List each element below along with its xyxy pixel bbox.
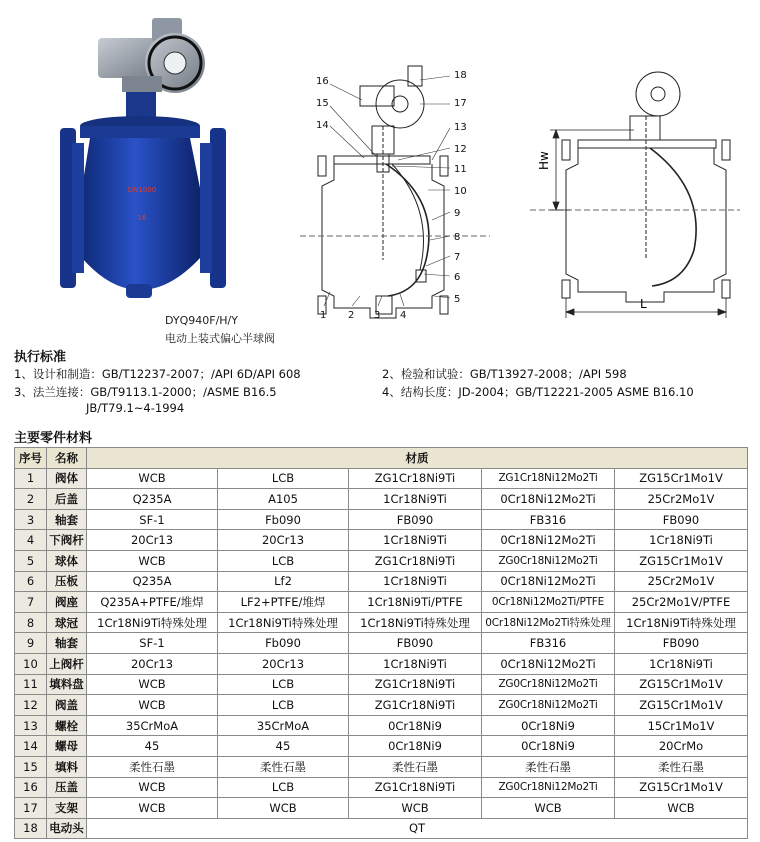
material-cell: ZG15Cr1Mo1V bbox=[615, 468, 748, 489]
material-cell: LF2+PTFE/堆焊 bbox=[218, 592, 349, 613]
material-cell: ZG0Cr18Ni12Mo2Ti bbox=[482, 550, 615, 571]
material-cell: 35CrMoA bbox=[87, 715, 218, 736]
header-no: 序号 bbox=[15, 448, 47, 469]
material-cell: 45 bbox=[218, 736, 349, 757]
material-cell: ZG0Cr18Ni12Mo2Ti bbox=[482, 777, 615, 798]
material-cell: 1Cr18Ni9Ti特殊处理 bbox=[87, 612, 218, 633]
row-number: 4 bbox=[15, 530, 47, 551]
part-name: 阀体 bbox=[47, 468, 87, 489]
material-cell: A105 bbox=[218, 489, 349, 510]
label-5: 5 bbox=[454, 294, 461, 305]
part-name: 阀座 bbox=[47, 592, 87, 613]
material-cell: ZG1Cr18Ni9Ti bbox=[349, 468, 482, 489]
table-row bbox=[15, 633, 748, 654]
label-4: 4 bbox=[400, 310, 407, 320]
material-cell: Q235A bbox=[87, 571, 218, 592]
row-number: 5 bbox=[15, 550, 47, 571]
label-14: 14 bbox=[316, 120, 329, 131]
header-material: 材质 bbox=[87, 448, 748, 469]
material-cell: 0Cr18Ni12Mo2Ti特殊处理 bbox=[482, 612, 615, 633]
material-cell: 柔性石墨 bbox=[482, 756, 615, 777]
part-name: 球体 bbox=[47, 550, 87, 571]
table-row bbox=[15, 550, 748, 571]
material-cell: Fb090 bbox=[218, 509, 349, 530]
row-number: 11 bbox=[15, 674, 47, 695]
material-cell: WCB bbox=[218, 798, 349, 819]
material-cell: 1Cr18Ni9Ti bbox=[349, 571, 482, 592]
standards-title: 执行标准 bbox=[14, 350, 67, 365]
material-cell: 0Cr18Ni12Mo2Ti bbox=[482, 571, 615, 592]
table-row bbox=[15, 571, 748, 592]
row-number: 10 bbox=[15, 653, 47, 674]
table-row bbox=[15, 592, 748, 613]
material-cell: 20Cr13 bbox=[218, 653, 349, 674]
material-cell: ZG15Cr1Mo1V bbox=[615, 674, 748, 695]
material-cell: SF-1 bbox=[87, 509, 218, 530]
material-cell: FB090 bbox=[615, 509, 748, 530]
table-row bbox=[15, 530, 748, 551]
material-cell: 25Cr2Mo1V bbox=[615, 571, 748, 592]
material-cell: 0Cr18Ni9 bbox=[349, 736, 482, 757]
row-number: 18 bbox=[15, 818, 47, 839]
label-1: 1 bbox=[320, 310, 327, 320]
material-cell: 35CrMoA bbox=[218, 715, 349, 736]
row-number: 13 bbox=[15, 715, 47, 736]
part-name: 压板 bbox=[47, 571, 87, 592]
label-13: 13 bbox=[454, 122, 467, 133]
material-cell: 0Cr18Ni9 bbox=[349, 715, 482, 736]
table-row bbox=[15, 489, 748, 510]
row-number: 8 bbox=[15, 612, 47, 633]
row-number: 9 bbox=[15, 633, 47, 654]
part-name: 阀盖 bbox=[47, 695, 87, 716]
part-name: 轴套 bbox=[47, 633, 87, 654]
row-number: 6 bbox=[15, 571, 47, 592]
material-cell: 0Cr18Ni12Mo2Ti bbox=[482, 530, 615, 551]
table-row bbox=[15, 468, 748, 489]
dim-hw: Hw bbox=[537, 151, 551, 170]
material-cell: WCB bbox=[87, 550, 218, 571]
material-cell: 1Cr18Ni9Ti bbox=[349, 653, 482, 674]
material-cell: 20Cr13 bbox=[87, 530, 218, 551]
material-cell: FB316 bbox=[482, 633, 615, 654]
model-code: DYQ940F/H/Y bbox=[165, 314, 238, 327]
label-11: 11 bbox=[454, 164, 467, 175]
product-name: 电动上装式偏心半球阀 bbox=[165, 332, 275, 345]
material-cell: WCB bbox=[482, 798, 615, 819]
part-name: 螺栓 bbox=[47, 715, 87, 736]
material-cell: LCB bbox=[218, 468, 349, 489]
label-8: 8 bbox=[454, 232, 461, 243]
material-cell: 0Cr18Ni12Mo2Ti bbox=[482, 489, 615, 510]
material-cell: FB090 bbox=[349, 509, 482, 530]
material-cell: Lf2 bbox=[218, 571, 349, 592]
header-name: 名称 bbox=[47, 448, 87, 469]
label-2: 2 bbox=[348, 310, 355, 320]
row-number: 12 bbox=[15, 695, 47, 716]
material-cell: 1Cr18Ni9Ti/PTFE bbox=[349, 592, 482, 613]
part-name: 球冠 bbox=[47, 612, 87, 633]
label-16: 16 bbox=[316, 76, 329, 87]
material-cell: ZG15Cr1Mo1V bbox=[615, 695, 748, 716]
label-7: 7 bbox=[454, 252, 461, 263]
table-row bbox=[15, 736, 748, 757]
photo-caption bbox=[165, 312, 275, 348]
material-cell: ZG0Cr18Ni12Mo2Ti bbox=[482, 674, 615, 695]
row-number: 14 bbox=[15, 736, 47, 757]
material-cell: 1Cr18Ni9Ti bbox=[615, 530, 748, 551]
material-cell: WCB bbox=[87, 798, 218, 819]
table-row bbox=[15, 777, 748, 798]
material-cell: 25Cr2Mo1V bbox=[615, 489, 748, 510]
standard-item: 2、检验和试验：GB/T13927-2008；/API 598 bbox=[382, 367, 627, 381]
material-cell: 1Cr18Ni9Ti特殊处理 bbox=[615, 612, 748, 633]
part-name: 压盖 bbox=[47, 777, 87, 798]
material-cell: ZG1Cr18Ni9Ti bbox=[349, 777, 482, 798]
material-cell: FB090 bbox=[349, 633, 482, 654]
material-cell: FB316 bbox=[482, 509, 615, 530]
part-name: 下阀杆 bbox=[47, 530, 87, 551]
part-name: 轴套 bbox=[47, 509, 87, 530]
material-cell: Q235A bbox=[87, 489, 218, 510]
material-cell: Fb090 bbox=[218, 633, 349, 654]
material-cell: WCB bbox=[87, 695, 218, 716]
table-row bbox=[15, 798, 748, 819]
material-cell: 1Cr18Ni9Ti bbox=[349, 530, 482, 551]
body-marking: DN1000 bbox=[127, 186, 157, 194]
label-9: 9 bbox=[454, 208, 461, 219]
table-row bbox=[15, 695, 748, 716]
material-cell: QT bbox=[87, 818, 748, 839]
material-cell: ZG15Cr1Mo1V bbox=[615, 550, 748, 571]
section-drawing bbox=[300, 60, 490, 320]
standard-item: 4、结构长度：JD-2004；GB/T12221-2005 ASME B16.10 bbox=[382, 385, 694, 399]
material-cell: 柔性石墨 bbox=[349, 756, 482, 777]
material-cell: 1Cr18Ni9Ti特殊处理 bbox=[349, 612, 482, 633]
material-cell: 1Cr18Ni9Ti bbox=[615, 653, 748, 674]
material-cell: 1Cr18Ni9Ti bbox=[349, 489, 482, 510]
part-name: 支架 bbox=[47, 798, 87, 819]
part-name: 后盖 bbox=[47, 489, 87, 510]
material-cell: ZG0Cr18Ni12Mo2Ti bbox=[482, 695, 615, 716]
table-row bbox=[15, 674, 748, 695]
material-cell: 20Cr13 bbox=[218, 530, 349, 551]
material-cell: ZG1Cr18Ni9Ti bbox=[349, 550, 482, 571]
material-cell: FB090 bbox=[615, 633, 748, 654]
part-name: 填料盘 bbox=[47, 674, 87, 695]
row-number: 17 bbox=[15, 798, 47, 819]
material-cell: 45 bbox=[87, 736, 218, 757]
material-cell: 20Cr13 bbox=[87, 653, 218, 674]
material-cell: WCB bbox=[87, 777, 218, 798]
material-cell: LCB bbox=[218, 777, 349, 798]
material-cell: LCB bbox=[218, 550, 349, 571]
label-3: 3 bbox=[374, 310, 381, 320]
material-cell: SF-1 bbox=[87, 633, 218, 654]
table-row bbox=[15, 715, 748, 736]
standard-item: JB/T79.1~4-1994 bbox=[86, 401, 185, 415]
material-cell: 0Cr18Ni9 bbox=[482, 736, 615, 757]
material-cell: Q235A+PTFE/堆焊 bbox=[87, 592, 218, 613]
material-cell: WCB bbox=[615, 798, 748, 819]
label-10: 10 bbox=[454, 186, 467, 197]
table-row bbox=[15, 509, 748, 530]
dimension-drawing bbox=[530, 60, 740, 325]
material-cell: 25Cr2Mo1V/PTFE bbox=[615, 592, 748, 613]
material-cell: 0Cr18Ni12Mo2Ti/PTFE bbox=[482, 592, 615, 613]
table-row bbox=[15, 653, 748, 674]
table-header-row bbox=[15, 448, 748, 469]
part-name: 上阀杆 bbox=[47, 653, 87, 674]
row-number: 15 bbox=[15, 756, 47, 777]
table-row bbox=[15, 612, 748, 633]
table-row bbox=[15, 818, 748, 839]
dim-l: L bbox=[640, 297, 647, 311]
material-cell: 柔性石墨 bbox=[615, 756, 748, 777]
row-number: 16 bbox=[15, 777, 47, 798]
row-number: 1 bbox=[15, 468, 47, 489]
material-cell: WCB bbox=[87, 468, 218, 489]
material-cell: 1Cr18Ni9Ti特殊处理 bbox=[218, 612, 349, 633]
material-cell: LCB bbox=[218, 674, 349, 695]
material-cell: 柔性石墨 bbox=[218, 756, 349, 777]
material-cell: 20CrMo bbox=[615, 736, 748, 757]
label-12: 12 bbox=[454, 144, 467, 155]
label-15: 15 bbox=[316, 98, 329, 109]
materials-table bbox=[14, 447, 748, 839]
material-cell: LCB bbox=[218, 695, 349, 716]
standard-item: 3、法兰连接：GB/T9113.1-2000；/ASME B16.5 bbox=[14, 385, 277, 399]
material-cell: WCB bbox=[87, 674, 218, 695]
part-name: 填料 bbox=[47, 756, 87, 777]
material-cell: ZG1Cr18Ni9Ti bbox=[349, 695, 482, 716]
label-6: 6 bbox=[454, 272, 461, 283]
material-cell: WCB bbox=[349, 798, 482, 819]
material-cell: 柔性石墨 bbox=[87, 756, 218, 777]
material-cell: 0Cr18Ni12Mo2Ti bbox=[482, 653, 615, 674]
table-row bbox=[15, 756, 748, 777]
part-name: 螺母 bbox=[47, 736, 87, 757]
label-17: 17 bbox=[454, 98, 467, 109]
material-cell: ZG1Cr18Ni9Ti bbox=[349, 674, 482, 695]
materials-table-body bbox=[15, 468, 748, 839]
material-cell: 0Cr18Ni9 bbox=[482, 715, 615, 736]
valve-photo bbox=[60, 8, 245, 308]
part-name: 电动头 bbox=[47, 818, 87, 839]
standard-item: 1、设计和制造：GB/T12237-2007；/API 6D/API 608 bbox=[14, 367, 301, 381]
material-cell: ZG15Cr1Mo1V bbox=[615, 777, 748, 798]
materials-title: 主要零件材料 bbox=[14, 431, 93, 446]
material-cell: 15Cr1Mo1V bbox=[615, 715, 748, 736]
row-number: 3 bbox=[15, 509, 47, 530]
svg-text:16: 16 bbox=[137, 214, 147, 222]
row-number: 2 bbox=[15, 489, 47, 510]
row-number: 7 bbox=[15, 592, 47, 613]
material-cell: ZG1Cr18Ni12Mo2Ti bbox=[482, 468, 615, 489]
label-18: 18 bbox=[454, 70, 467, 81]
